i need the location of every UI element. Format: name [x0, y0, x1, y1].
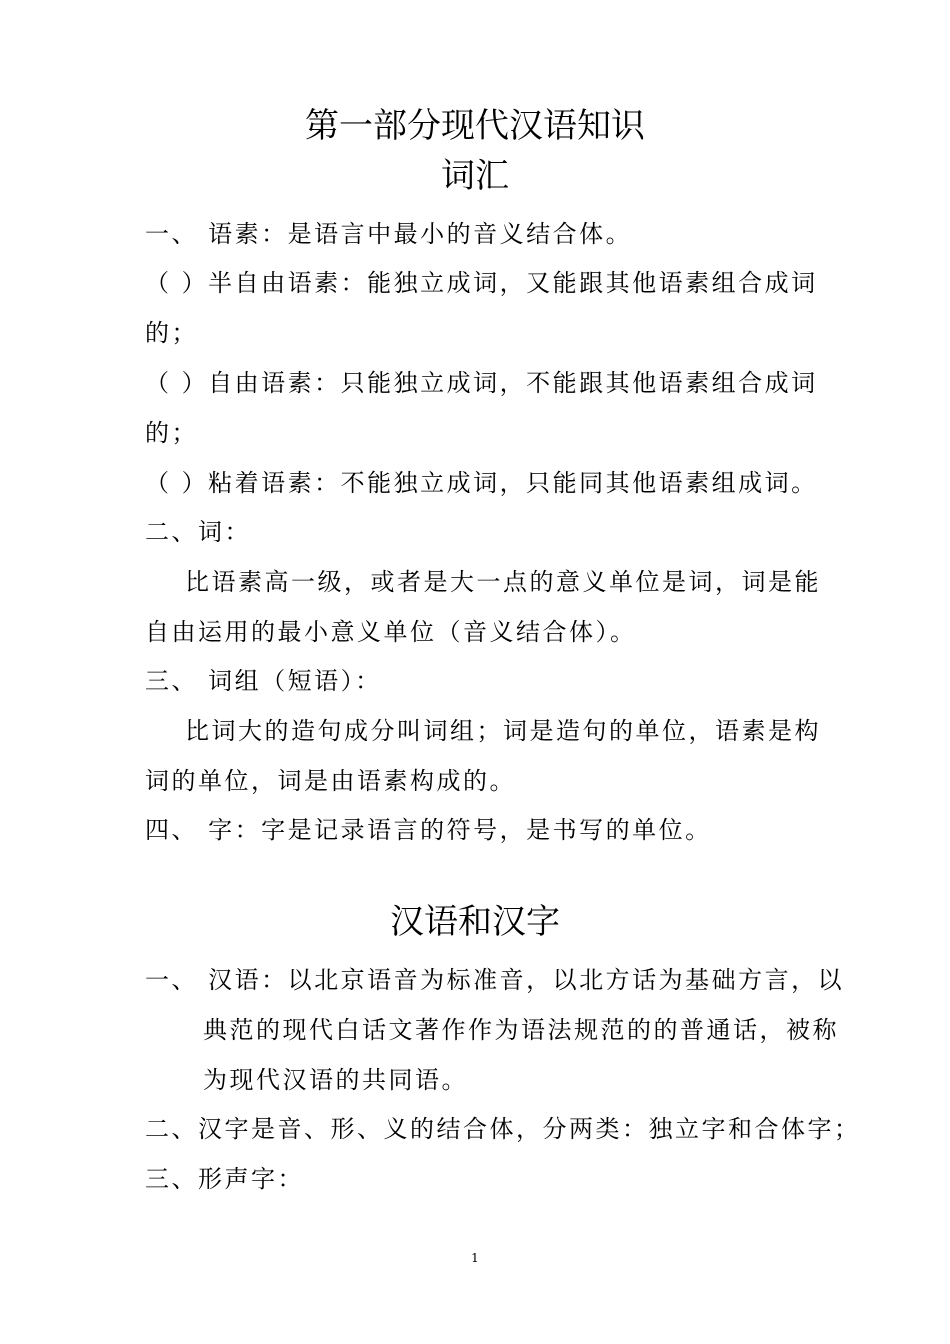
vocab-line-word-heading: 二、词： — [145, 518, 251, 546]
vocab-line-phrase-def-cont: 词的单位，词是由语素构成的。 — [145, 767, 516, 795]
vocab-line-semi-free-cont: 的； — [145, 319, 198, 347]
vocab-title: 词汇 — [441, 156, 509, 196]
vocab-line-semi-free-morpheme: （ ）半自由语素：能独立成词，又能跟其他语素组合成词 — [145, 269, 818, 297]
page-number: 1 — [471, 1251, 479, 1265]
section2-title: 汉语和汉字 — [390, 902, 560, 942]
vocab-line-morpheme: 一、 语素：是语言中最小的音义结合体。 — [145, 220, 633, 248]
vocab-line-character: 四、 字：字是记录语言的符号，是书写的单位。 — [145, 816, 712, 844]
section2-line-chinese-cont1: 典范的现代白话文著作作为语法规范的的普通话，被称 — [203, 1016, 839, 1044]
section2-line-chinese-cont2: 为现代汉语的共同语。 — [203, 1066, 468, 1094]
section2-line-phono-semantic: 三、形声字： — [145, 1165, 304, 1193]
main-title: 第一部分现代汉语知识 — [305, 106, 645, 146]
vocab-line-phrase-def: 比词大的造句成分叫词组；词是造句的单位，语素是构 — [185, 717, 821, 745]
vocab-line-free-cont: 的； — [145, 419, 198, 447]
vocab-line-free-morpheme: （ ）自由语素：只能独立成词，不能跟其他语素组合成词 — [145, 369, 818, 397]
vocab-line-word-def-cont: 自由运用的最小意义单位（音义结合体）。 — [145, 618, 637, 646]
vocab-line-bound-morpheme: （ ）粘着语素：不能独立成词，只能同其他语素组成词。 — [145, 469, 818, 497]
section2-line-hanzi: 二、汉字是音、形、义的结合体，分两类：独立字和合体字； — [145, 1115, 861, 1143]
vocab-line-phrase-heading: 三、 词组（短语）： — [145, 667, 382, 695]
section2-line-chinese: 一、 汉语：以北京语音为标准音，以北方话为基础方言，以 — [145, 966, 845, 994]
vocab-line-word-def: 比语素高一级，或者是大一点的意义单位是词，词是能 — [185, 568, 821, 596]
